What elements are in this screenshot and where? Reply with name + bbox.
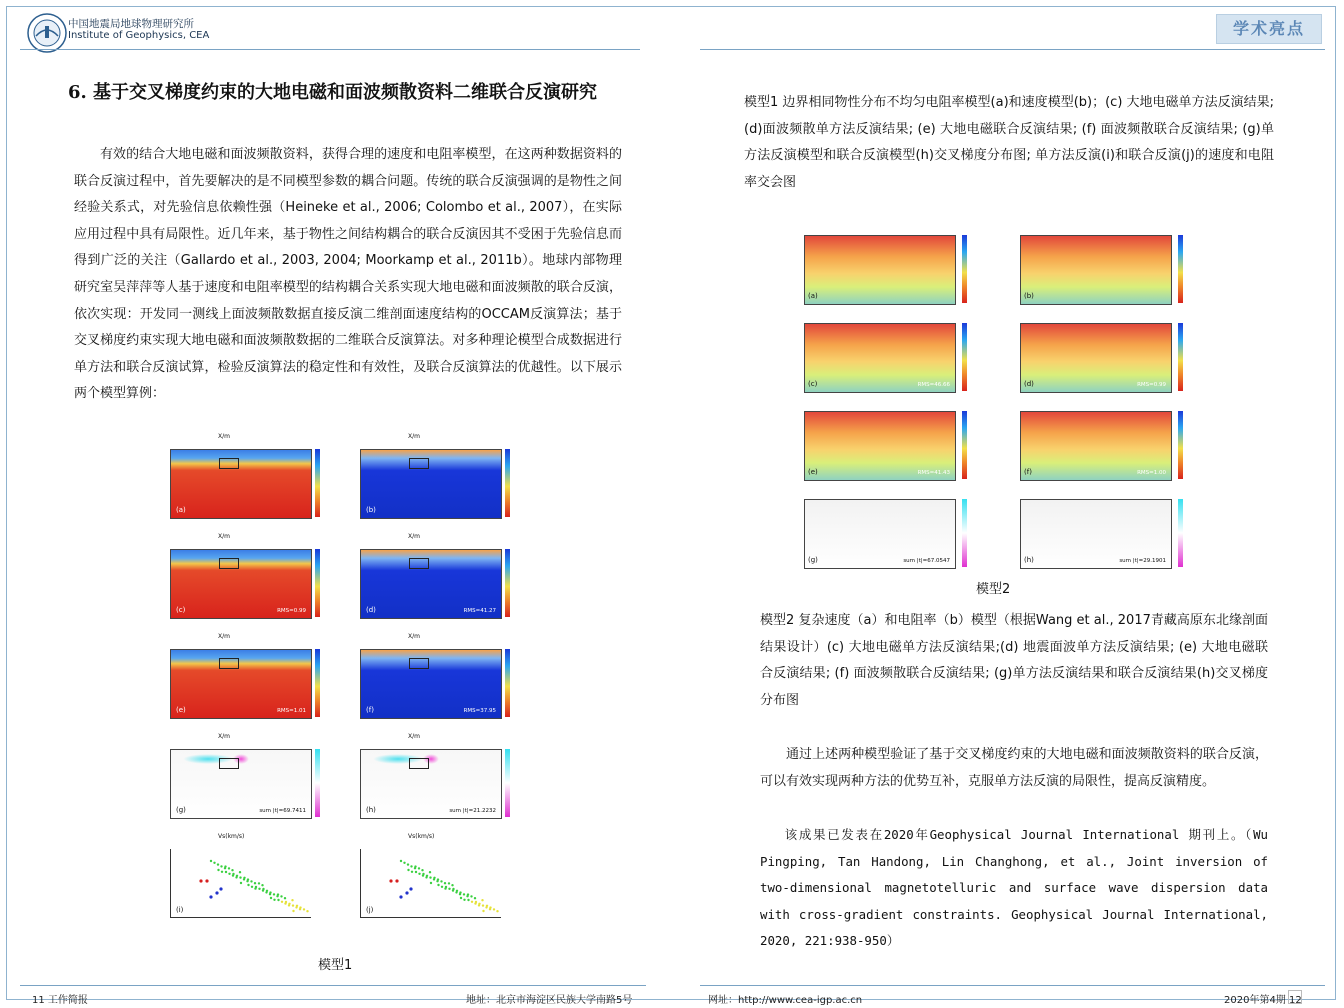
crossplot-scatter: [361, 849, 501, 917]
panel-label: (e): [808, 468, 818, 476]
panel-plot: [1020, 235, 1172, 305]
panel-rms: RMS=1.01: [277, 708, 306, 714]
panel-label: (h): [1024, 556, 1034, 564]
footer-website: 网址：http://www.cea-igp.ac.cn: [708, 995, 863, 1006]
panel-rms: RMS=0.99: [277, 608, 306, 614]
org-name-cn: 中国地震局地球物理研究所: [68, 18, 194, 30]
anomaly-block-c: [409, 758, 429, 769]
anomaly-block-c: [409, 458, 429, 469]
anomaly-block-c: [219, 758, 239, 769]
model2-description: 模型2 复杂速度（a）和电阻率（b）模型（根据Wang et al., 2017青藏高原东北缘剖面结果设计）(c) 大地电磁单方法反演结果;(d) 地震面波单方法反演结果; (e) 大地电磁联合反演结果; (f) 面波频散联合反演结果; (g)单方法反演结果和联合反演结果(h)交叉梯度分布图: [760, 613, 1268, 708]
colorbar: [962, 411, 967, 479]
panel-label: (d): [1024, 380, 1034, 388]
colorbar: [315, 449, 320, 517]
panel-axis-title: X/m: [408, 633, 420, 640]
panel-label: (f): [1024, 468, 1032, 476]
model1-panel-e: [154, 633, 324, 722]
panel-axis-title: X/m: [218, 433, 230, 440]
model2-panel-h: [998, 494, 1194, 572]
publication-paragraph: 该成果已发表在2020年Geophysical Journal International 期刊上。（Wu Pingping, Tan Handong, Lin Changhong, et al., Joint inversion of two-dimensional magnetotelluric and surface wave dispersion data with cross-gradient constraints. Geophysical Journal International, 2020, 221:938-950）: [760, 827, 1268, 949]
model1-panel-f: [344, 633, 514, 722]
colorbar: [962, 323, 967, 391]
model2-panel-e: [782, 406, 978, 484]
colorbar: [505, 549, 510, 617]
footer-issue: 2020年第4期 12: [1224, 995, 1302, 1006]
colorbar: [315, 649, 320, 717]
colorbar: [505, 649, 510, 717]
panel-label: (d): [366, 606, 376, 614]
panel-axis-title: X/m: [408, 433, 420, 440]
panel-plot: [170, 849, 311, 918]
footer-page-number: 11 工作简报: [32, 995, 88, 1006]
panel-axis-title: Vs(km/s): [218, 833, 245, 840]
model1-caption: 模型1: [318, 958, 353, 973]
panel-label: (g): [176, 806, 186, 814]
colorbar: [1178, 323, 1183, 391]
crossplot-scatter: [171, 849, 311, 917]
panel-label: (h): [366, 806, 376, 814]
page-corner-icon: [1288, 990, 1302, 1004]
model1-panel-i: [154, 833, 324, 922]
panel-rms: RMS=1.00: [1137, 470, 1166, 476]
panel-axis-title: X/m: [218, 533, 230, 540]
panel-label: (c): [808, 380, 818, 388]
panel-axis-title: X/m: [218, 633, 230, 640]
panel-label: (c): [176, 606, 186, 614]
panel-label: (a): [176, 506, 186, 514]
model2-panel-c: [782, 318, 978, 396]
org-name-en: Institute of Geophysics, CEA: [68, 30, 210, 41]
colorbar: [962, 499, 967, 567]
panel-rms: RMS=41.27: [463, 608, 496, 614]
anomaly-block-c: [219, 558, 239, 569]
colorbar: [505, 849, 510, 917]
colorbar: [315, 549, 320, 617]
panel-label: (a): [808, 292, 818, 300]
right-page: [672, 6, 1336, 1006]
panel-label: (g): [808, 556, 818, 564]
panel-plot: [360, 849, 501, 918]
model2-panel-d: [998, 318, 1194, 396]
anomaly-block-c: [219, 458, 239, 469]
colorbar: [1178, 411, 1183, 479]
panel-label: (e): [176, 706, 186, 714]
model1-panel-g: [154, 733, 324, 822]
colorbar: [505, 749, 510, 817]
colorbar: [315, 749, 320, 817]
panel-plot: [170, 449, 312, 519]
panel-axis-title: X/m: [218, 733, 230, 740]
anomaly-block-c: [219, 658, 239, 669]
model1-panel-d: [344, 533, 514, 622]
left-page: [6, 6, 672, 1006]
panel-rms: RMS=37.95: [463, 708, 496, 714]
model2-figure: [782, 218, 1202, 568]
panel-label: (j): [366, 906, 374, 914]
panel-label: (b): [366, 506, 376, 514]
model1-panel-c: [154, 533, 324, 622]
section-title: 6. 基于交叉梯度约束的大地电磁和面波频散资料二维联合反演研究: [68, 82, 598, 103]
model2-panel-g: [782, 494, 978, 572]
academic-highlights-badge: 学术亮点: [1216, 14, 1322, 44]
model2-panel-a: [782, 230, 978, 308]
colorbar: [315, 849, 320, 917]
footer-address: 地址：北京市海淀区民族大学南路5号: [466, 995, 633, 1006]
conclusion-paragraph: 通过上述两种模型验证了基于交叉梯度约束的大地电磁和面波频散资料的联合反演，可以有效实现两种方法的优势互补，克服单方法反演的局限性，提高反演精度。: [760, 747, 1268, 789]
model1-panel-j: [344, 833, 514, 922]
anomaly-block-c: [409, 558, 429, 569]
panel-axis-title: Vs(km/s): [408, 833, 435, 840]
colorbar: [962, 235, 967, 303]
footer-rule: [20, 985, 646, 986]
model1-figure: [154, 434, 514, 932]
footer-rule-right: [700, 985, 1325, 986]
colorbar: [1178, 235, 1183, 303]
model1-panel-b: [344, 433, 514, 522]
panel-rms: sum |t|=67.0547: [903, 558, 950, 564]
header-rule: [20, 49, 640, 50]
model2-panel-f: [998, 406, 1194, 484]
panel-rms: sum |t|=21.2232: [449, 808, 496, 814]
body-paragraph: 有效的结合大地电磁和面波频散资料，获得合理的速度和电阻率模型，在这两种数据资料的联合反演过程中，首先要解决的是不同模型参数的耦合问题。传统的联合反演强调的是物性之间经验关系式，对先验信息依赖性强（Heineke et al., 2006; Colombo et al., 2007），在实际应用过程中具有局限性。近几年来，基于物性之间结构耦合的联合反演因其不受困于先验信息而得到广泛的关注（Gallardo et al., 2003, 2004; Moorkamp et al., 2011b）。地球内部物理研究室吴萍萍等人基于速度和电阻率模型的结构耦合关系实现大地电磁和面波频散的联合反演，依次实现：开发同一测线上面波频散数据直接反演二维剖面速度结构的OCCAM反演算法；基于交叉梯度约束实现大地电磁和面波频散数据的二维联合反演算法。对多种理论模型合成数据进行单方法和联合反演试算，检验反演算法的稳定性和有效性，及联合反演算法的优越性。以下展示两个模型算例：: [74, 147, 622, 402]
panel-rms: sum |t|=69.7411: [259, 808, 306, 814]
model2-figure-label: 模型2: [976, 582, 1011, 597]
model1-description: 模型1 边界相同物性分布不均匀电阻率模型(a)和速度模型(b)；(c) 大地电磁单方法反演结果;(d)面波频散单方法反演结果; (e) 大地电磁联合反演结果; (f) 面波频散联合反演结果; (g)单方法反演模型和联合反演模型(h)交叉梯度分布图; 单方法反演(i)和联合反演(j)的速度和电阻率交会图: [744, 95, 1274, 190]
panel-rms: RMS=41.43: [917, 470, 950, 476]
panel-rms: RMS=46.66: [917, 382, 950, 388]
model2-panel-b: [998, 230, 1194, 308]
panel-axis-title: X/m: [408, 533, 420, 540]
model1-panel-h: [344, 733, 514, 822]
colorbar: [505, 449, 510, 517]
colorbar: [1178, 499, 1183, 567]
panel-rms: sum |t|=29.1901: [1119, 558, 1166, 564]
anomaly-block-c: [409, 658, 429, 669]
panel-rms: RMS=0.99: [1137, 382, 1166, 388]
panel-plot: [360, 449, 502, 519]
panel-label: (f): [366, 706, 374, 714]
header-rule-right: [700, 49, 1325, 50]
panel-label: (i): [176, 906, 184, 914]
model1-panel-a: [154, 433, 324, 522]
institute-logo-icon: [26, 12, 68, 54]
panel-plot: [804, 235, 956, 305]
panel-label: (b): [1024, 292, 1034, 300]
panel-axis-title: X/m: [408, 733, 420, 740]
